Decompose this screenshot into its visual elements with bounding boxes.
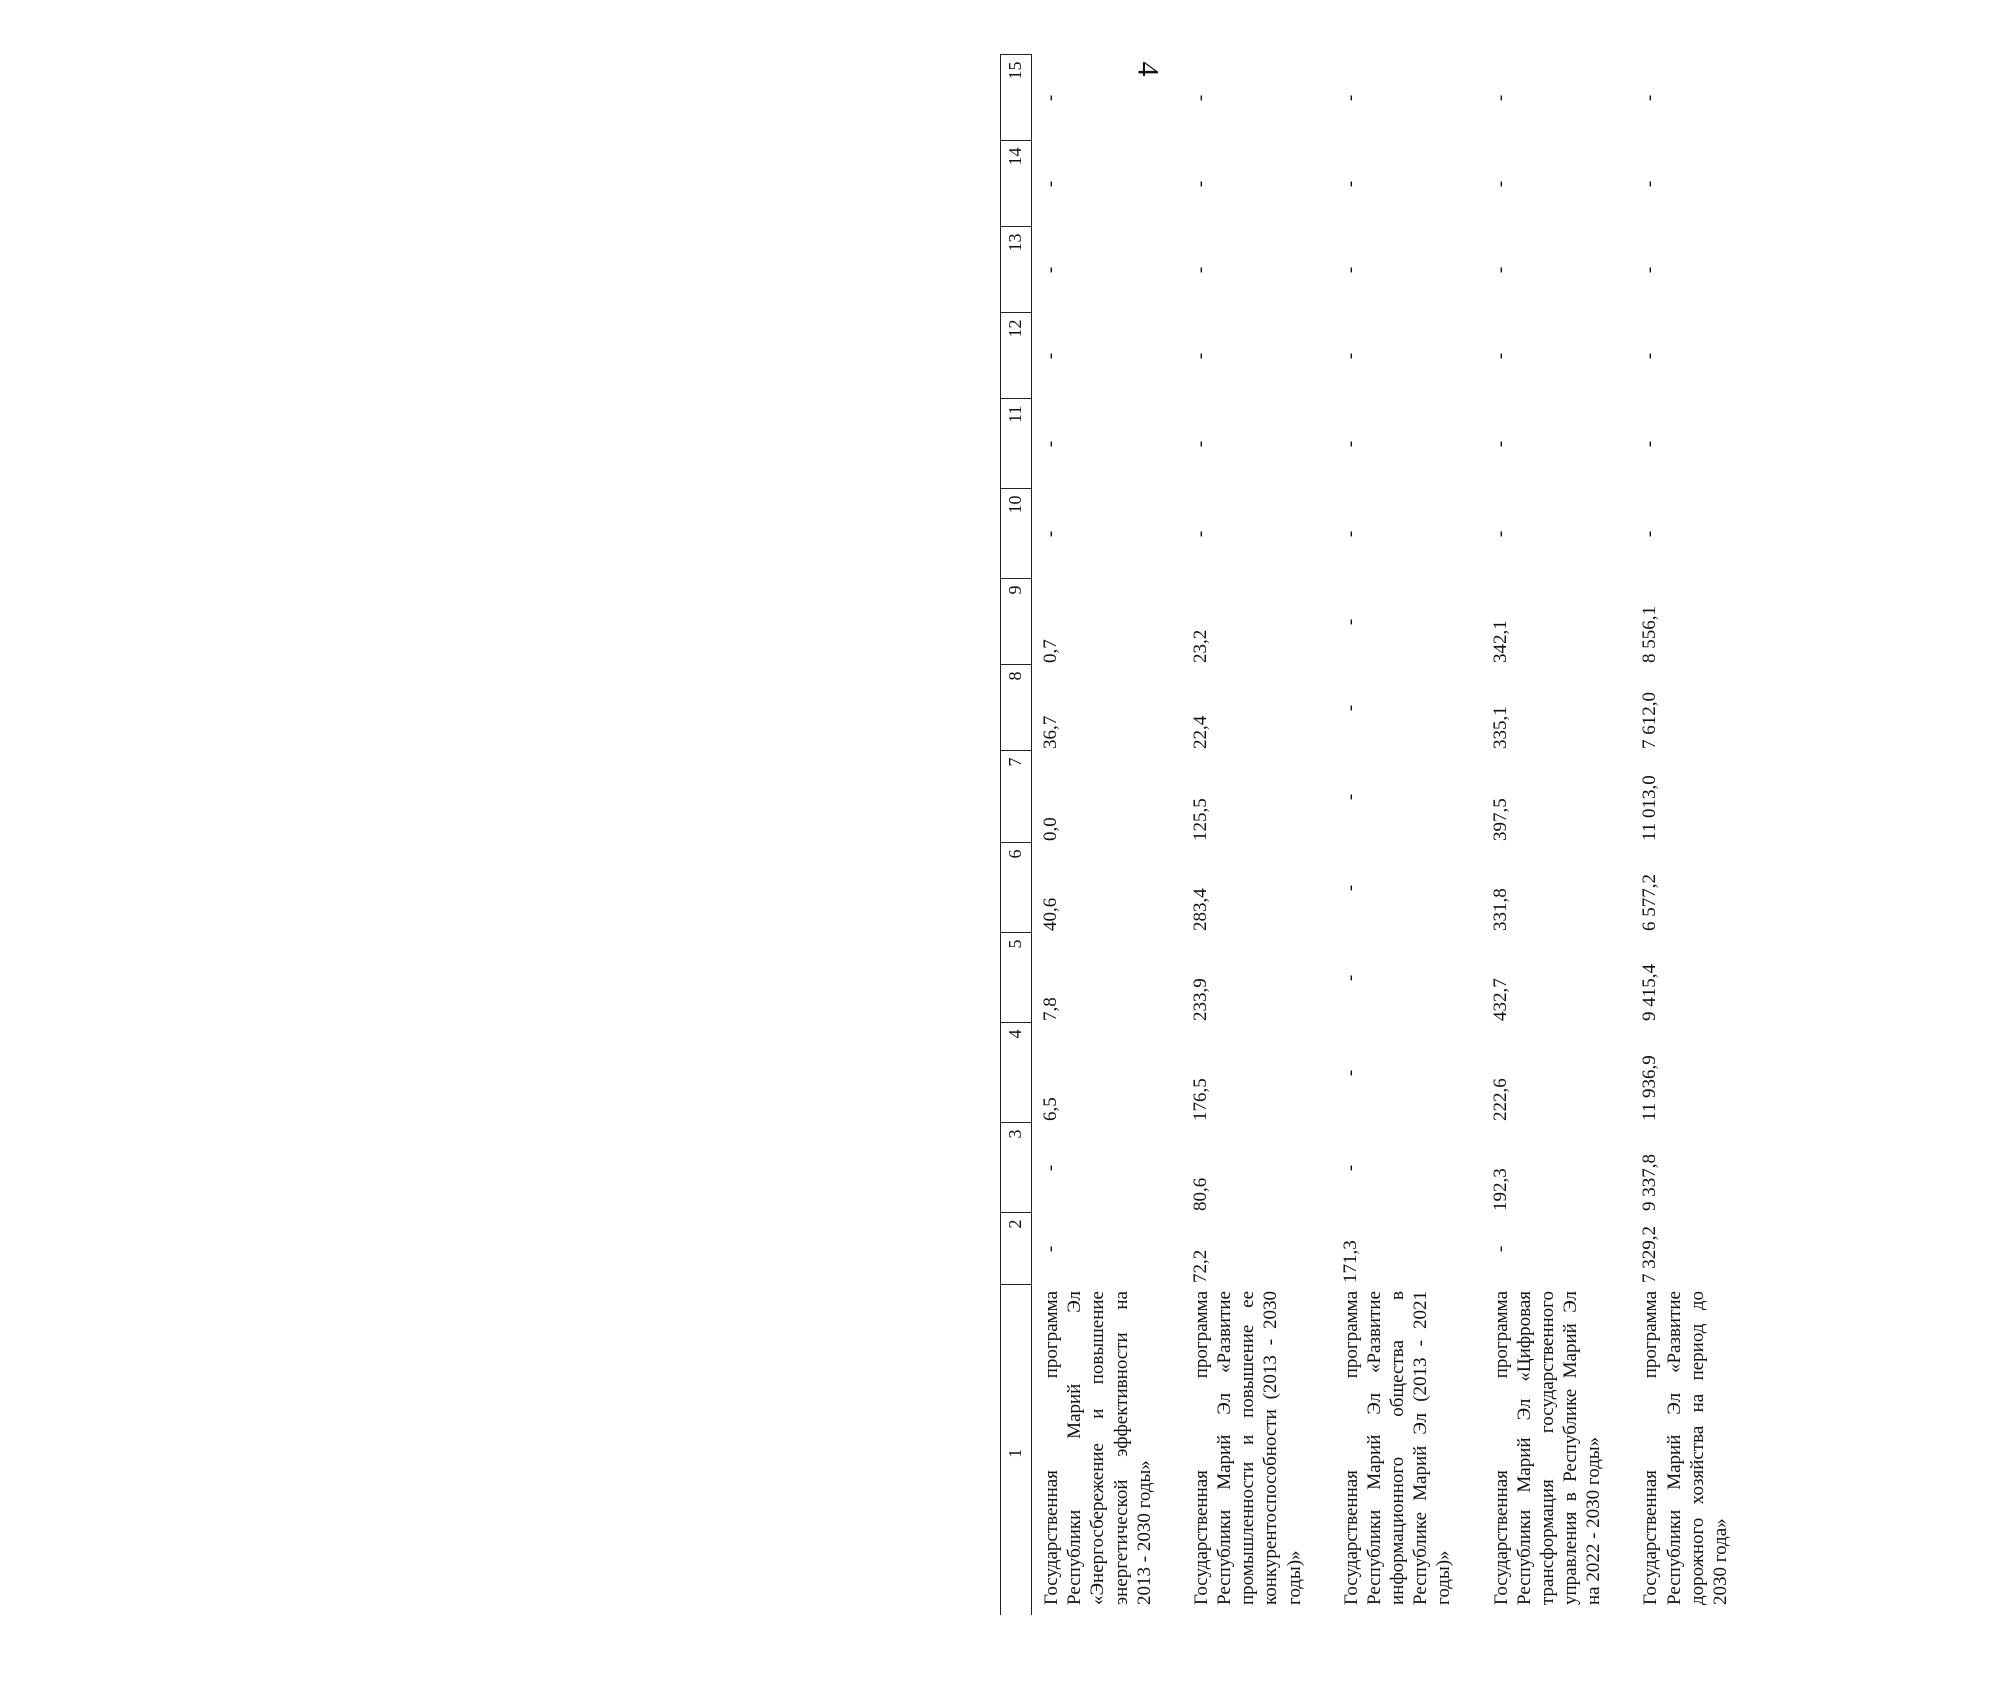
value-cell: - — [1040, 1164, 1061, 1172]
value-cell: - — [1489, 440, 1511, 448]
column-header-4: 4 — [1001, 1023, 1032, 1123]
value-cell: - — [1040, 440, 1061, 448]
value-cell: - — [1040, 266, 1061, 274]
value-cell: - — [1639, 352, 1661, 360]
value-cell: 23,2 — [1189, 629, 1211, 663]
value-cell: 9 415,4 — [1639, 964, 1661, 1021]
column-header-8: 8 — [1001, 665, 1032, 751]
value-cell: 11 936,9 — [1639, 1055, 1661, 1121]
value-cell: - — [1489, 1245, 1511, 1253]
value-cell: - — [1639, 180, 1661, 188]
program-name: Государственная программа Республики Марий Эл «Развитие промышленности и повышение ее конкурентоспособности (2013 - 2030 годы)» — [1190, 1291, 1305, 1605]
table-row — [1482, 55, 1632, 1615]
value-cell: 9 337,8 — [1639, 1154, 1661, 1211]
value-cell: 72,2 — [1189, 1249, 1211, 1283]
value-cell: - — [1339, 440, 1361, 448]
value-cell: - — [1040, 180, 1061, 188]
value-cell: 331,8 — [1489, 888, 1511, 931]
column-header-9: 9 — [1001, 579, 1032, 665]
value-cell: - — [1339, 352, 1361, 360]
value-cell: 233,9 — [1189, 978, 1211, 1021]
value-cell: - — [1339, 530, 1361, 538]
value-cell: - — [1339, 1069, 1361, 1077]
column-header-15: 15 — [1001, 55, 1032, 141]
page-number: 4 — [1131, 61, 1165, 77]
value-cell: - — [1189, 352, 1211, 360]
value-cell: 432,7 — [1489, 978, 1511, 1021]
program-name: Государственная программа Республики Марий Эл «Энергосбережение и повышение энергетической эффективности на 2013 - 2030 годы» — [1041, 1291, 1155, 1605]
header-row — [1001, 55, 1032, 1615]
table-row — [1032, 55, 1182, 1615]
value-cell: - — [1639, 266, 1661, 274]
program-name: Государственная программа Республики Марий Эл «Развитие дорожного хозяйства на период до 2030 года» — [1640, 1291, 1731, 1605]
value-cell: - — [1040, 94, 1061, 102]
column-header-10: 10 — [1001, 489, 1032, 579]
value-cell: - — [1339, 884, 1361, 892]
value-cell: - — [1339, 618, 1361, 626]
table-row — [1332, 55, 1482, 1615]
value-cell: - — [1489, 530, 1511, 538]
value-cell: - — [1189, 94, 1211, 102]
value-cell: - — [1189, 180, 1211, 188]
value-cell: 40,6 — [1040, 897, 1061, 931]
table-body — [1032, 55, 1759, 1615]
value-cell: 397,5 — [1489, 798, 1511, 841]
value-cell: - — [1489, 94, 1511, 102]
value-cell: 0,7 — [1040, 639, 1061, 663]
column-header-1: 1 — [1001, 1285, 1032, 1615]
value-cell: 36,7 — [1040, 715, 1061, 749]
value-cell: 192,3 — [1489, 1168, 1511, 1211]
value-cell: 335,1 — [1489, 706, 1511, 749]
value-cell: - — [1040, 530, 1061, 538]
value-cell: - — [1639, 530, 1661, 538]
value-cell: 80,6 — [1189, 1177, 1211, 1211]
value-cell: 283,4 — [1189, 888, 1211, 931]
value-cell: - — [1040, 1245, 1061, 1253]
value-cell: 7 612,0 — [1639, 692, 1661, 749]
table-row — [1631, 55, 1758, 1615]
value-cell: - — [1339, 180, 1361, 188]
value-cell: 11 013,0 — [1639, 775, 1661, 841]
column-header-12: 12 — [1001, 313, 1032, 399]
value-cell: 7 329,2 — [1639, 1226, 1661, 1283]
table-row — [1182, 55, 1332, 1615]
value-cell: 6 577,2 — [1639, 874, 1661, 931]
value-cell: 176,5 — [1189, 1078, 1211, 1121]
column-header-2: 2 — [1001, 1213, 1032, 1285]
value-cell: 0,0 — [1040, 817, 1061, 841]
rotated-table-area — [1000, 25, 2000, 1615]
value-cell: - — [1339, 793, 1361, 801]
value-cell: 22,4 — [1189, 715, 1211, 749]
value-cell: - — [1189, 266, 1211, 274]
value-cell: - — [1339, 94, 1361, 102]
value-cell: - — [1339, 1164, 1361, 1172]
value-cell: - — [1189, 530, 1211, 538]
value-cell: 125,5 — [1189, 798, 1211, 841]
value-cell: 7,8 — [1040, 997, 1061, 1021]
value-cell: - — [1489, 352, 1511, 360]
column-header-7: 7 — [1001, 751, 1032, 843]
value-cell: 171,3 — [1339, 1240, 1361, 1283]
column-header-14: 14 — [1001, 141, 1032, 227]
column-header-13: 13 — [1001, 227, 1032, 313]
value-cell: - — [1040, 352, 1061, 360]
value-cell: - — [1489, 180, 1511, 188]
value-cell: 8 556,1 — [1639, 606, 1661, 663]
column-header-11: 11 — [1001, 399, 1032, 489]
column-header-6: 6 — [1001, 843, 1032, 933]
value-cell: - — [1339, 266, 1361, 274]
value-cell: 222,6 — [1489, 1078, 1511, 1121]
value-cell: - — [1639, 94, 1661, 102]
column-header-5: 5 — [1001, 933, 1032, 1023]
value-cell: - — [1639, 440, 1661, 448]
value-cell: - — [1339, 974, 1361, 982]
column-header-3: 3 — [1001, 1123, 1032, 1213]
value-cell: - — [1489, 266, 1511, 274]
program-name: Государственная программа Республики Марий Эл «Цифровая трансформация государственного управления в Республике Марий Эл на 2022 - 2030 годы» — [1490, 1291, 1605, 1605]
value-cell: 342,1 — [1489, 620, 1511, 663]
value-cell: - — [1189, 440, 1211, 448]
budget-table — [1000, 55, 1758, 1616]
value-cell: 6,5 — [1040, 1097, 1061, 1121]
value-cell: - — [1339, 704, 1361, 712]
program-name: Государственная программа Республики Марий Эл «Развитие информационного общества в Республике Марий Эл (2013 - 2021 годы)» — [1340, 1291, 1455, 1605]
